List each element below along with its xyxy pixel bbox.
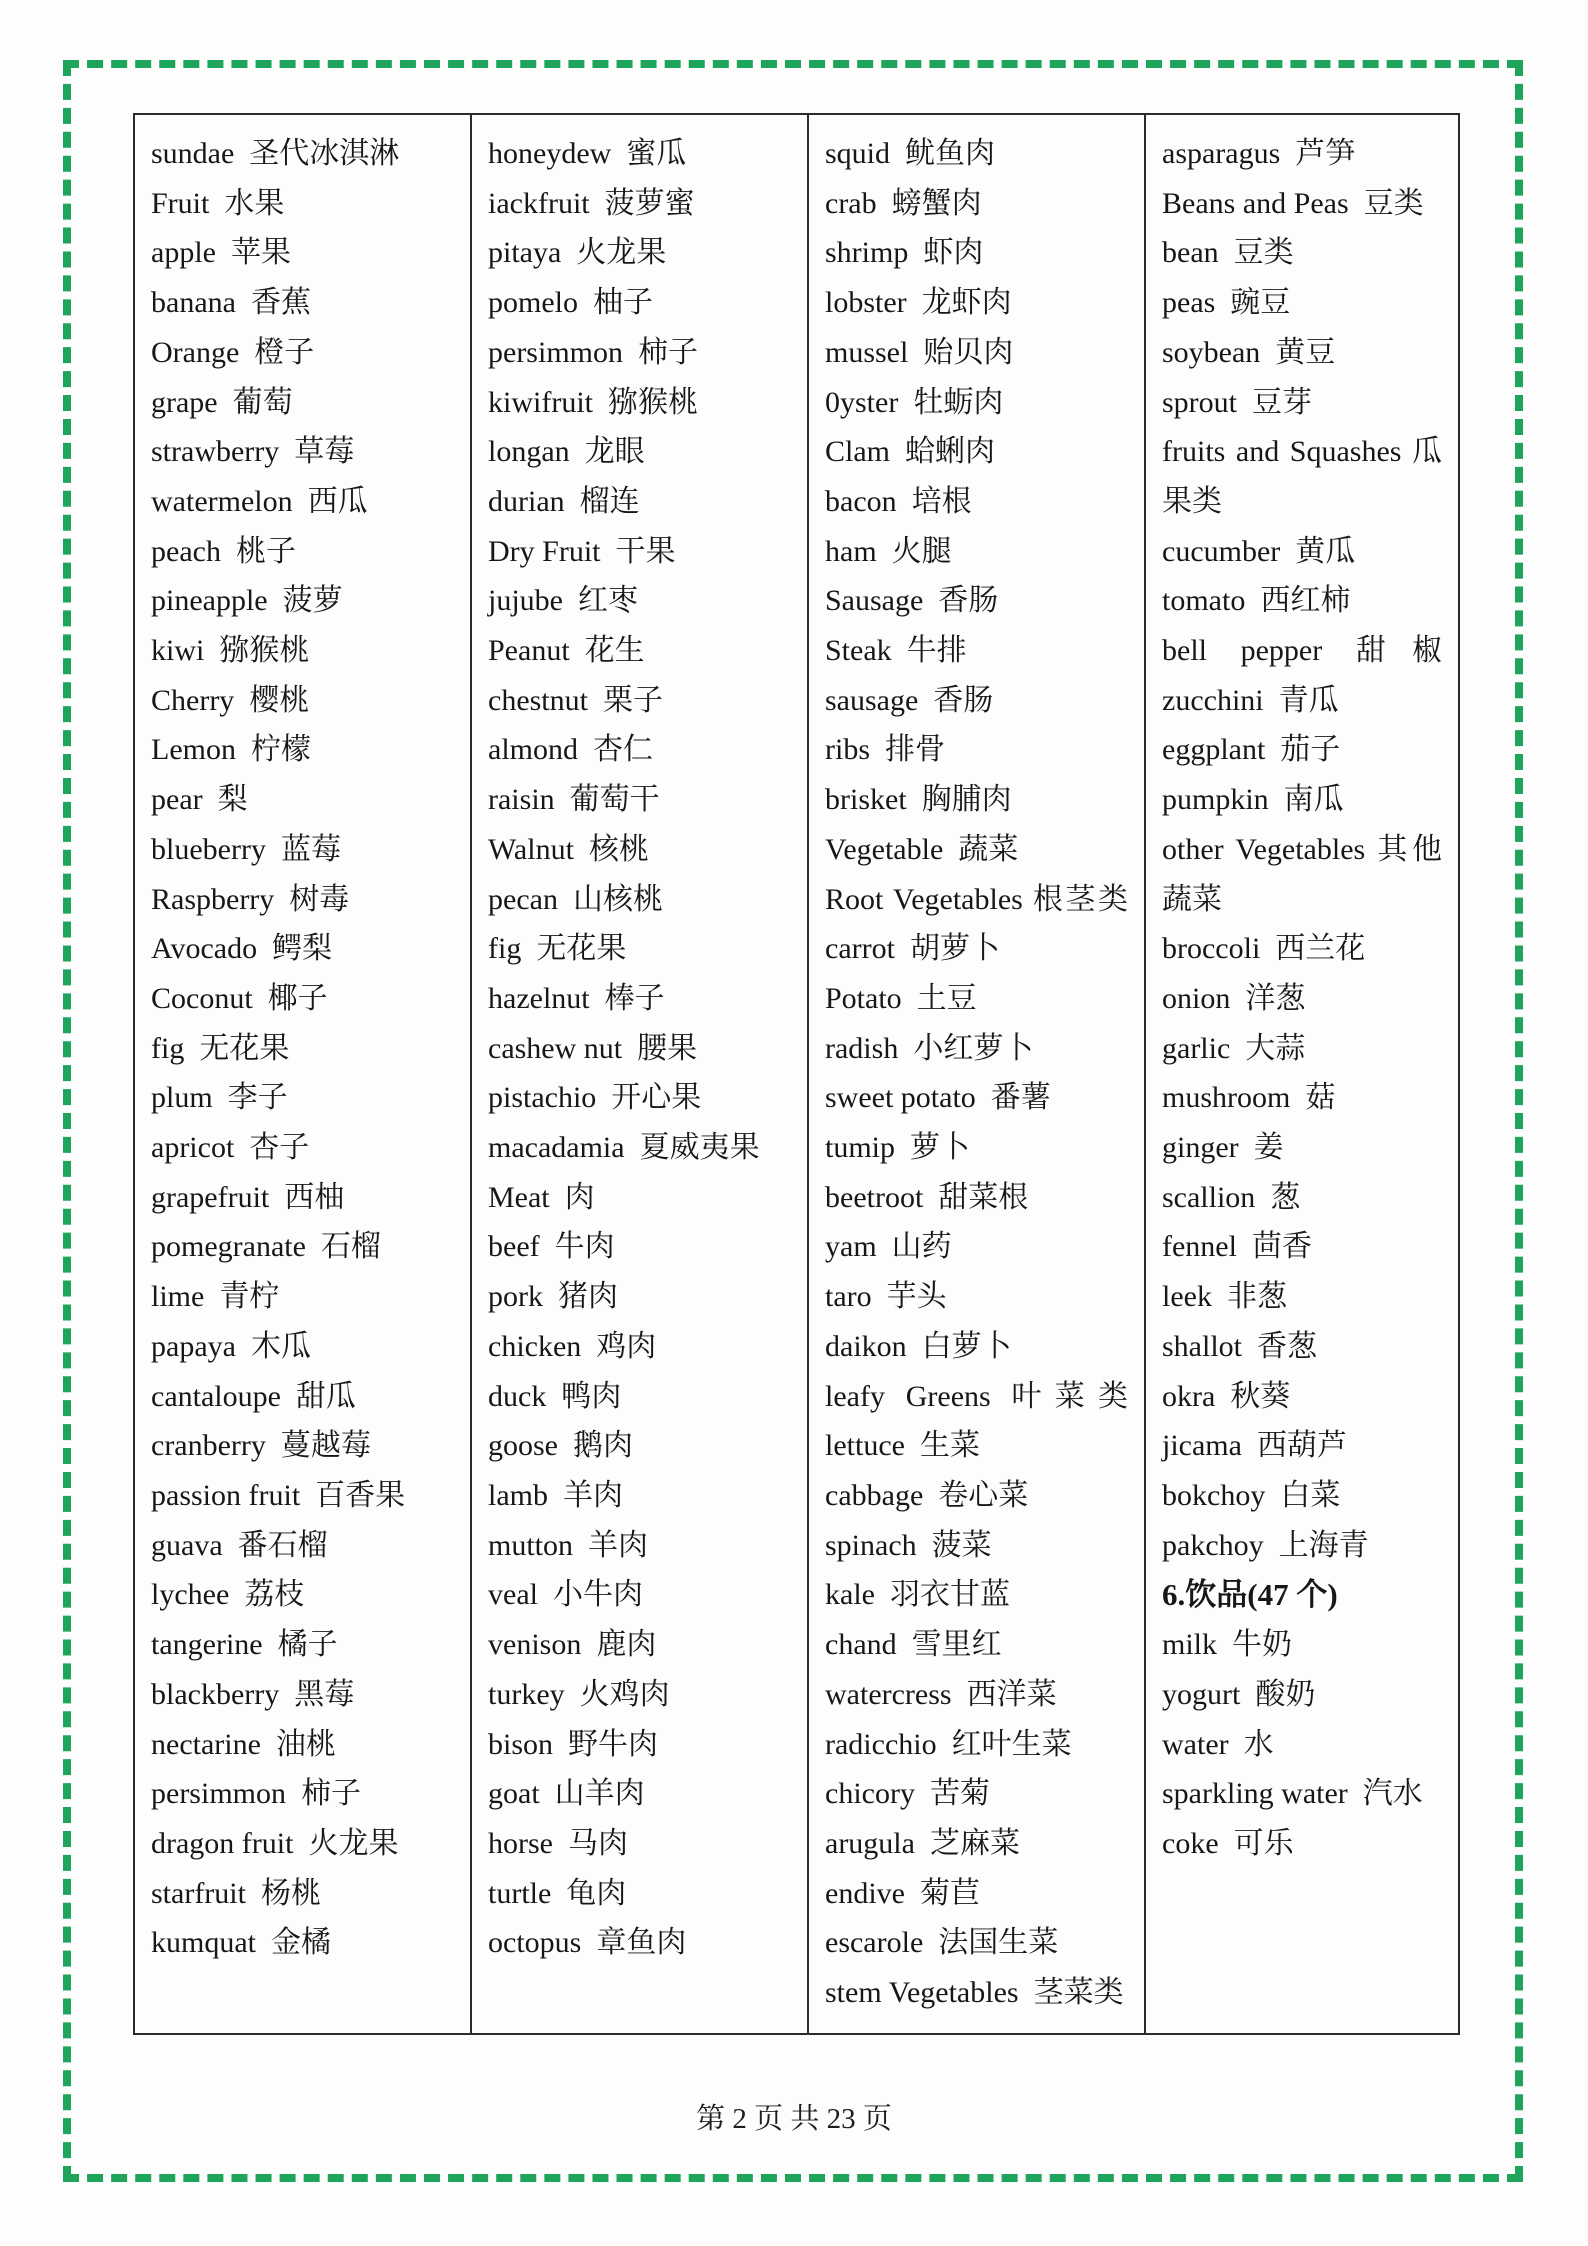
vocab-entry: lobster 龙虾肉 xyxy=(825,286,1012,320)
vocab-entry: jicama 西葫芦 xyxy=(1162,1429,1347,1463)
section-heading: 6.饮品(47 个) xyxy=(1162,1577,1338,1613)
table-column-nuts-meat xyxy=(472,115,809,2033)
vocab-entry: goat 山羊肉 xyxy=(488,1777,645,1811)
vocab-entry: brisket 胸脯肉 xyxy=(825,783,1012,817)
vocab-entry: macadamia 夏威夷果 xyxy=(488,1131,760,1165)
vocab-entry: Vegetable 蔬菜 xyxy=(825,832,1019,866)
vocab-entry: peach 桃子 xyxy=(151,534,296,568)
vocab-entry: octopus 章鱼肉 xyxy=(488,1926,687,1960)
vocab-entry: cantaloupe 甜瓜 xyxy=(151,1379,356,1413)
vocab-table xyxy=(133,113,1460,2035)
vocab-entry: guava 番石榴 xyxy=(151,1528,328,1562)
vocab-entry: almond 杏仁 xyxy=(488,733,653,767)
vocab-entry: Dry Fruit 干果 xyxy=(488,534,676,568)
vocab-entry: bison 野牛肉 xyxy=(488,1727,659,1761)
vocab-entry: Coconut 椰子 xyxy=(151,981,328,1015)
vocab-entry: shallot 香葱 xyxy=(1162,1329,1317,1363)
vocab-entry: garlic 大蒜 xyxy=(1162,1031,1306,1065)
table-column-fruits xyxy=(135,115,472,2033)
vocab-entry: bell pepper 甜椒 xyxy=(1162,634,1442,668)
vocab-entry: onion 洋葱 xyxy=(1162,981,1306,1015)
vocab-entry: lime 青柠 xyxy=(151,1280,280,1314)
vocab-entry: radish 小红萝卜 xyxy=(825,1031,1034,1065)
vocab-entry: fig 无花果 xyxy=(151,1031,290,1065)
vocab-entry: blackberry 黑莓 xyxy=(151,1677,355,1711)
vocab-entry: goose 鹅肉 xyxy=(488,1429,633,1463)
vocab-entry: asparagus 芦笋 xyxy=(1162,137,1356,170)
vocab-entry: tumip 萝卜 xyxy=(825,1131,971,1165)
table-column-seafood-vegetables xyxy=(809,115,1146,2033)
vocab-entry: sausage 香肠 xyxy=(825,683,994,717)
vocab-entry: horse 马肉 xyxy=(488,1826,628,1860)
vocab-entry: kiwi 猕猴桃 xyxy=(151,634,310,668)
vocab-entry: lamb 羊肉 xyxy=(488,1478,623,1512)
vocab-entry: pistachio 开心果 xyxy=(488,1081,702,1115)
vocab-entry: Potato 土豆 xyxy=(825,981,977,1015)
vocab-entry: yam 山药 xyxy=(825,1230,952,1264)
vocab-entry: duck 鸭肉 xyxy=(488,1379,622,1413)
vocab-entry: iackfruit 菠萝蜜 xyxy=(488,186,695,220)
vocab-entry: Cherry 樱桃 xyxy=(151,683,310,717)
vocab-entry: leek 非葱 xyxy=(1162,1280,1287,1314)
vocab-entry: chestnut 栗子 xyxy=(488,683,663,717)
vocab-entry: radicchio 红叶生菜 xyxy=(825,1727,1072,1761)
vocab-entry: Beans and Peas 豆类 xyxy=(1162,186,1424,220)
vocab-entry: Sausage 香肠 xyxy=(825,584,999,618)
vocab-entry: fig 无花果 xyxy=(488,932,627,966)
vocab-entry: chicken 鸡肉 xyxy=(488,1329,657,1363)
vocab-entry: endive 菊苣 xyxy=(825,1876,980,1910)
vocab-entry: durian 榴连 xyxy=(488,484,640,518)
vocab-entry: lychee 荔枝 xyxy=(151,1578,305,1612)
vocab-entry: milk 牛奶 xyxy=(1162,1628,1293,1662)
vocab-entry: taro 芋头 xyxy=(825,1280,947,1314)
vocab-entry: turkey 火鸡肉 xyxy=(488,1677,670,1711)
vocab-entry: pumpkin 南瓜 xyxy=(1162,783,1344,817)
vocab-entry: stem Vegetables 茎菜类 xyxy=(825,1976,1124,2010)
vocab-entry: bokchoy 白菜 xyxy=(1162,1478,1341,1512)
vocab-entry: okra 秋葵 xyxy=(1162,1379,1291,1413)
vocab-entry: crab 螃蟹肉 xyxy=(825,186,982,220)
vocab-entry: mushroom 菇 xyxy=(1162,1081,1336,1115)
vocab-entry: beef 牛肉 xyxy=(488,1230,615,1264)
vocab-entry: honeydew 蜜瓜 xyxy=(488,137,687,170)
vocab-entry: chand 雪里红 xyxy=(825,1628,1002,1662)
vocab-entry: eggplant 茄子 xyxy=(1162,733,1341,767)
vocab-entry: pitaya 火龙果 xyxy=(488,236,667,270)
vocab-entry: apple 苹果 xyxy=(151,236,291,270)
vocab-entry: venison 鹿肉 xyxy=(488,1628,657,1662)
vocab-entry: daikon 白萝卜 xyxy=(825,1329,1012,1363)
vocab-entry: pomelo 柚子 xyxy=(488,286,653,320)
vocab-entry: cabbage 卷心菜 xyxy=(825,1478,1029,1512)
page-number: 第 2 页 共 23 页 xyxy=(696,2103,892,2135)
vocab-entry: persimmon 柿子 xyxy=(488,335,698,369)
vocab-entry: other Vegetables 其他蔬菜 xyxy=(1162,832,1442,916)
vocab-entry: kiwifruit 猕猴桃 xyxy=(488,385,698,419)
vocab-entry: 0yster 牡蛎肉 xyxy=(825,385,1004,419)
vocab-entry: tomato 西红柿 xyxy=(1162,584,1351,618)
vocab-entry: starfruit 杨桃 xyxy=(151,1876,321,1910)
vocab-entry: kumquat 金橘 xyxy=(151,1926,331,1960)
vocab-entry: Root Vegetables 根茎类 xyxy=(825,882,1128,916)
vocab-entry: cucumber 黄瓜 xyxy=(1162,534,1356,568)
vocab-entry: pomegranate 石榴 xyxy=(151,1230,381,1264)
vocab-entry: shrimp 虾肉 xyxy=(825,236,984,270)
vocab-entry: ham 火腿 xyxy=(825,534,952,568)
table-column-vegetables-drinks xyxy=(1146,115,1458,2033)
vocab-entry: sparkling water 汽水 xyxy=(1162,1777,1423,1811)
vocab-entry: pineapple 菠萝 xyxy=(151,584,343,618)
vocab-entry: mussel 贻贝肉 xyxy=(825,335,1014,369)
vocab-entry: Walnut 核桃 xyxy=(488,832,649,866)
vocab-entry: bacon 培根 xyxy=(825,484,972,518)
vocab-entry: sweet potato 番薯 xyxy=(825,1081,1051,1115)
vocab-entry: sprout 豆芽 xyxy=(1162,385,1312,419)
vocab-entry: turtle 龟肉 xyxy=(488,1876,627,1910)
vocab-entry: ribs 排骨 xyxy=(825,733,945,767)
vocab-entry: arugula 芝麻菜 xyxy=(825,1826,1020,1860)
vocab-entry: bean 豆类 xyxy=(1162,236,1294,270)
vocab-entry: soybean 黄豆 xyxy=(1162,335,1336,369)
vocab-entry: pork 猪肉 xyxy=(488,1280,618,1314)
vocab-entry: leafy Greens 叶菜类 xyxy=(825,1379,1128,1413)
vocab-entry: kale 羽衣甘蓝 xyxy=(825,1578,1010,1612)
vocab-entry: coke 可乐 xyxy=(1162,1826,1294,1860)
vocab-entry: mutton 羊肉 xyxy=(488,1528,649,1562)
vocab-entry: Peanut 花生 xyxy=(488,634,645,668)
vocab-entry: Lemon 柠檬 xyxy=(151,733,311,767)
vocab-entry: fruits and Squashes 瓜果类 xyxy=(1162,435,1442,518)
vocab-entry: Steak 牛排 xyxy=(825,634,967,668)
vocab-entry: veal 小牛肉 xyxy=(488,1578,643,1612)
vocab-entry: lettuce 生菜 xyxy=(825,1429,980,1463)
vocab-entry: grape 葡萄 xyxy=(151,385,293,419)
vocab-entry: pecan 山核桃 xyxy=(488,882,663,916)
vocab-entry: escarole 法国生菜 xyxy=(825,1926,1059,1960)
vocab-entry: Raspberry 树毒 xyxy=(151,882,350,916)
vocab-entry: cranberry 蔓越莓 xyxy=(151,1429,371,1463)
vocab-entry: apricot 杏子 xyxy=(151,1131,310,1165)
vocab-entry: watermelon 西瓜 xyxy=(151,484,368,518)
vocab-entry: Meat 肉 xyxy=(488,1180,595,1214)
vocab-entry: cashew nut 腰果 xyxy=(488,1031,698,1065)
vocab-entry: banana 香蕉 xyxy=(151,286,311,320)
vocab-entry: sundae 圣代冰淇淋 xyxy=(151,137,400,170)
vocab-entry: tangerine 橘子 xyxy=(151,1628,338,1662)
vocab-entry: ginger 姜 xyxy=(1162,1131,1284,1165)
vocab-entry: jujube 红枣 xyxy=(488,584,638,618)
vocab-entry: persimmon 柿子 xyxy=(151,1777,361,1811)
vocab-entry: watercress 西洋菜 xyxy=(825,1677,1057,1711)
vocab-entry: scallion 葱 xyxy=(1162,1180,1301,1214)
vocab-entry: chicory 苦菊 xyxy=(825,1777,990,1811)
vocab-entry: water 水 xyxy=(1162,1727,1274,1761)
vocab-entry: dragon fruit 火龙果 xyxy=(151,1826,399,1860)
vocab-entry: zucchini 青瓜 xyxy=(1162,683,1339,717)
vocab-entry: passion fruit 百香果 xyxy=(151,1478,406,1512)
vocab-entry: beetroot 甜菜根 xyxy=(825,1180,1029,1214)
vocab-entry: Clam 蛤蜊肉 xyxy=(825,435,995,469)
vocab-entry: pear 梨 xyxy=(151,783,248,817)
vocab-entry: carrot 胡萝卜 xyxy=(825,932,1000,966)
vocab-entry: strawberry 草莓 xyxy=(151,435,355,469)
vocab-entry: spinach 菠菜 xyxy=(825,1528,992,1562)
vocab-entry: longan 龙眼 xyxy=(488,435,645,469)
vocab-entry: papaya 木瓜 xyxy=(151,1329,311,1363)
vocab-entry: peas 豌豆 xyxy=(1162,286,1291,320)
vocab-entry: Orange 橙子 xyxy=(151,335,315,369)
vocab-entry: pakchoy 上海青 xyxy=(1162,1528,1369,1562)
vocab-entry: grapefruit 西柚 xyxy=(151,1180,345,1214)
vocab-entry: blueberry 蓝莓 xyxy=(151,832,341,866)
vocab-entry: nectarine 油桃 xyxy=(151,1727,336,1761)
vocab-entry: raisin 葡萄干 xyxy=(488,783,660,817)
vocab-entry: squid 鱿鱼肉 xyxy=(825,137,996,170)
vocab-entry: Avocado 鳄梨 xyxy=(151,932,333,966)
vocab-entry: plum 李子 xyxy=(151,1081,288,1115)
vocab-entry: hazelnut 棒子 xyxy=(488,981,665,1015)
vocab-entry: broccoli 西兰花 xyxy=(1162,932,1366,966)
vocab-entry: Fruit 水果 xyxy=(151,186,285,220)
vocab-entry: fennel 茴香 xyxy=(1162,1230,1312,1264)
vocab-entry: yogurt 酸奶 xyxy=(1162,1677,1316,1711)
